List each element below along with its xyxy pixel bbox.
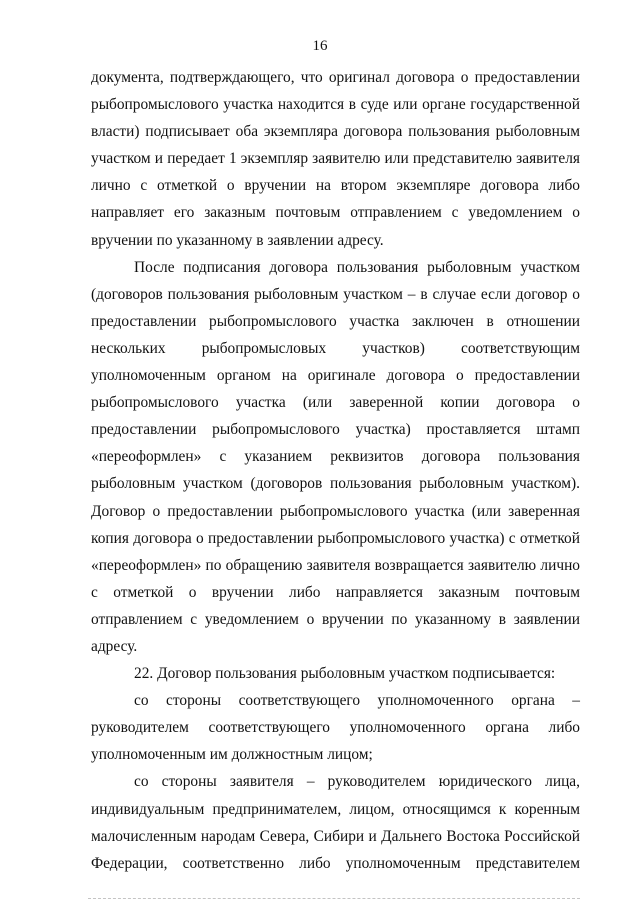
paragraph-authority-signatory: со стороны соответствующего уполномоченного органа – руководителем соответствующего уполномоченного органа либо уполномоченным им должностным лицом; [91,692,580,764]
paragraph-continuation: документа, подтверждающего, что оригинал договора о предоставлении рыбопромыслового участка находится в суде или органе государственной власти) подписывает оба экземпляра договора пользования рыболовным участком и передает 1 экземпляр заявителю или представителю заявителя лично с отметкой о вручении на втором экземпляре договора либо направляет его заказным почтовым отправлением с уведомлением о вручении по указанному в заявлении адресу. [91,69,580,249]
paragraph-clause-22: 22. Договор пользования рыболовным участком подписывается: [134,665,556,683]
paragraph-stamp-procedure: После подписания договора пользования рыболовным участком (договоров пользования рыболовным участком – в случае если договор о предоставлении рыбопромыслового участка заключен в отношении нескольких рыбопромысловых участков) соответствующим уполномоченным органом на оригинале договора о предоставлении рыбопромыслового участка (или заверенной копии договора о предоставлении рыбопромыслового участка) проставляется штамп «переоформлен» с указанием реквизитов договора пользования рыболовным участком (договоров пользования рыболовным участком). Договор о предоставлении рыбопромыслового участка (или заверенная копия договора о предоставлении рыбопромыслового участка) с отметкой «переоформлен» по обращению заявителя возвращается заявителю лично с отметкой о вручении либо направляется заказным почтовым отправлением с уведомлением о вручении по указанному в заявлении адресу. [91,258,580,655]
page-bottom-edge [88,898,580,899]
document-body [91,64,580,877]
paragraph-applicant-signatory: со стороны заявителя – руководителем юридического лица, индивидуальным предпринимателем, лицом, относящимся к коренным малочисленным народам Севера, Сибири и Дальнего Востока Российской Федерации, соответственно либо уполномоченным представителем [91,773,580,872]
page-number: 16 [312,38,328,54]
